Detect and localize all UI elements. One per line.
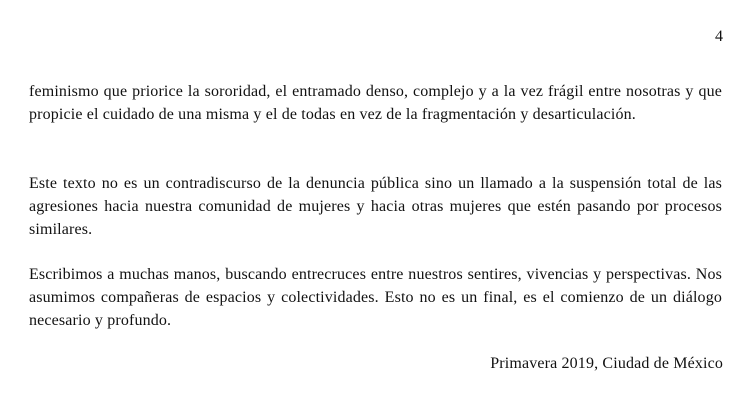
paragraph-1: feminismo que priorice la sororidad, el entramado denso, complejo y a la vez frágil entre nosotras y que propicie el cuidado de una misma y el de todas en vez de la fragmentación y desarticulación. bbox=[29, 83, 722, 123]
paragraph-3: Escribimos a muchas manos, buscando entrecruces entre nuestros sentires, vivencias y perspectivas. Nos asumimos compañeras de espacios y colectividades. Esto no es un final, es el comienzo de un diálogo necesario y profundo. bbox=[29, 266, 722, 329]
page-number: 4 bbox=[715, 28, 723, 45]
paragraph-2: Este texto no es un contradiscurso de la denuncia pública sino un llamado a la suspensión total de las agresiones hacia nuestra comunidad de mujeres y hacia otras mujeres que estén pasando por procesos similares. bbox=[29, 175, 722, 238]
date-place-signature: Primavera 2019, Ciudad de México bbox=[490, 355, 723, 372]
